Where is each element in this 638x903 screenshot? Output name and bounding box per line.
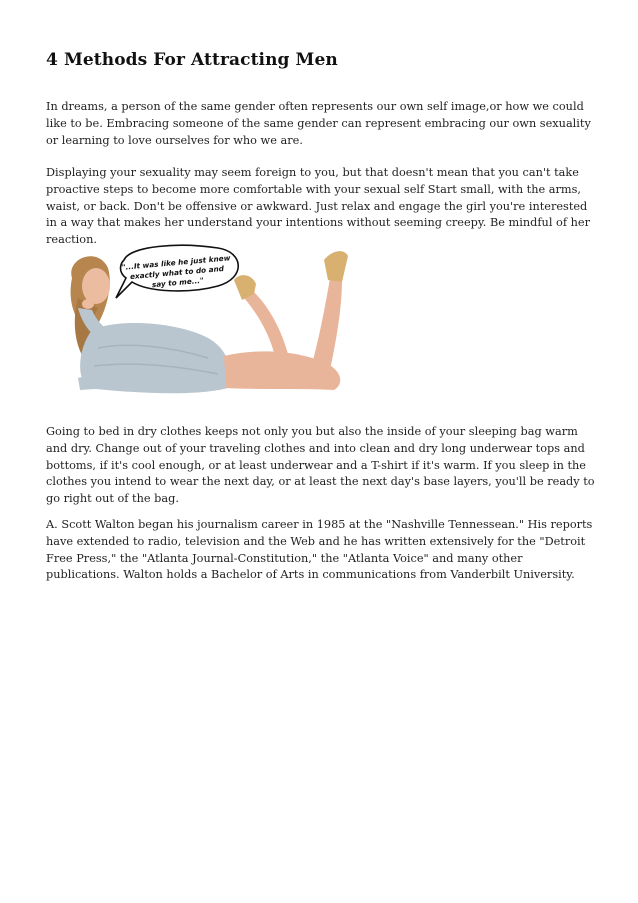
paragraph-author-bio: A. Scott Walton began his journalism career in 1985 at the "Nashville Tennessean." His reports have extended to radio, television and the Web and he has written extensively for the "Detroit Free Press," the "Atlanta Journal-Constitution," the "Atlanta Voice" and many other publications. Walton holds a Bachelor of Arts in communications from Vanderbilt University.	[46, 518, 593, 582]
speech-bubble-text: "...It was like he just knew exactly what to do and say to me..."	[121, 253, 231, 290]
paragraph-dreams: In dreams, a person of the same gender often represents our own self image,or how we could like to be. Embracing someone of the same gender can represent embracing our own sexuality or learning to love ourselves for who we are.	[46, 100, 591, 147]
paragraph-sleeping-bag: Going to bed in dry clothes keeps not only you but also the inside of your sleeping bag warm and dry. Change out of your traveling clothes and into clean and dry long underwear tops and bottoms, if it's cool enough, or at least underwear and a T-shirt if it's warm. If you sleep in the clothes you intend to wear the next day, or at least the next day's base layers, you'll be ready to go right out of the bag.	[46, 425, 595, 506]
paragraph-sexuality: Displaying your sexuality may seem foreign to you, but that doesn't mean that you can't take proactive steps to become more comfortable with your sexual self Start small, with the arms, waist, or back. Don't be offensive or awkward. Just relax and engage the girl you're interested in a way that makes her understand your intentions without seeming creepy. Be mindful of her reaction.	[46, 166, 590, 247]
article-illustration	[58, 238, 358, 410]
page-title: 4 Methods For Attracting Men	[46, 50, 338, 70]
